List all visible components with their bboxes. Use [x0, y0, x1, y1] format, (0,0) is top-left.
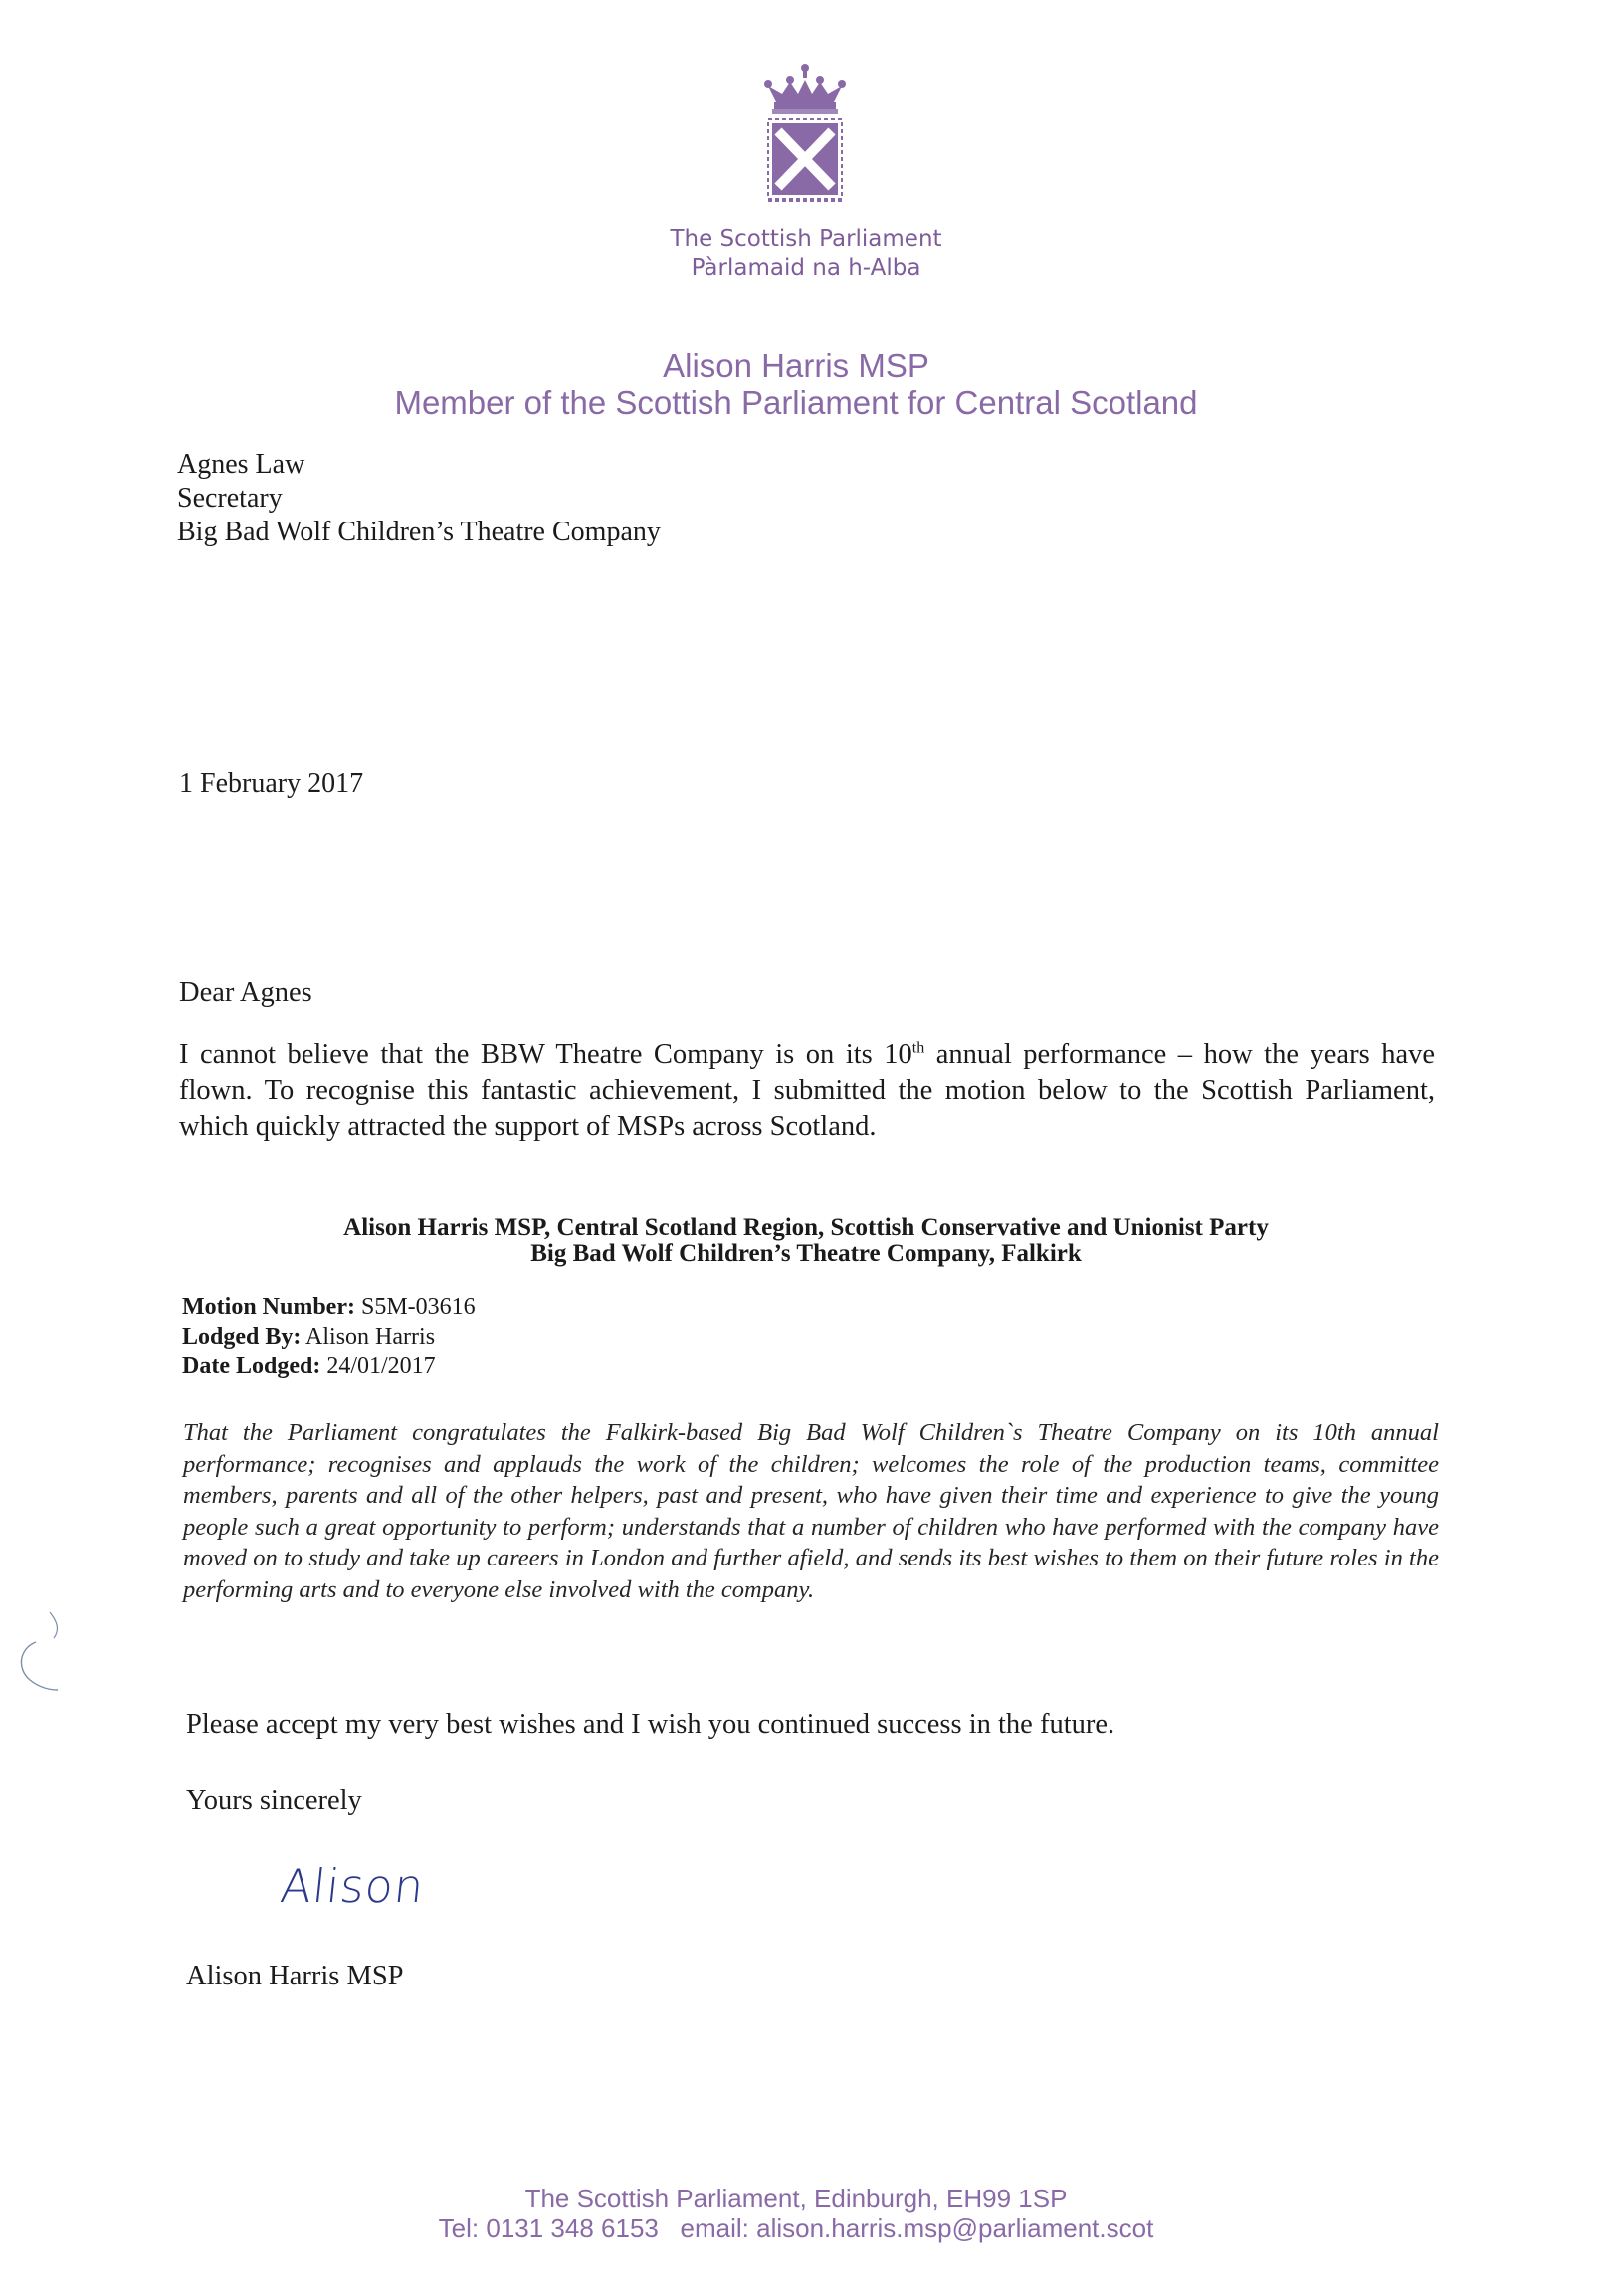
member-role: Member of the Scottish Parliament for Central Scotland: [394, 384, 1198, 421]
motion-heading-subject: Big Bad Wolf Children’s Theatre Company, Falkirk: [530, 1240, 1082, 1267]
footer-address: The Scottish Parliament, Edinburgh, EH99 1SP: [524, 2184, 1068, 2213]
intro-paragraph: [179, 1037, 1435, 1145]
ordinal-suffix: th: [911, 1039, 925, 1057]
date-lodged-label: Date Lodged:: [182, 1354, 321, 1379]
recipient-name: Agnes Law: [177, 449, 305, 480]
parliament-name-english: The Scottish Parliament: [670, 226, 942, 252]
recipient-title: Secretary: [177, 483, 283, 514]
closing-wish: Please accept my very best wishes and I wish you continued success in the future.: [186, 1709, 1115, 1740]
sign-off: Yours sincerely: [186, 1785, 362, 1816]
motion-number-label: Motion Number:: [182, 1294, 355, 1320]
footer-contact: Tel: 0131 348 6153 email: alison.harris.msp@parliament.scot: [438, 2213, 1154, 2243]
handwritten-signature: Alison: [278, 1859, 428, 1913]
recipient-organisation: Big Bad Wolf Children’s Theatre Company: [177, 517, 661, 547]
letter-date: 1 February 2017: [179, 768, 364, 799]
intro-text-end: annual performance – how the years have flown. To recognise this fantastic achievement, I submitted the motion below to the Scottish Parliament, which quickly attracted the support of MSPs across Scotland.: [179, 1039, 1435, 1142]
parliament-name-gaelic: Pàrlamaid na h-Alba: [691, 255, 921, 281]
scottish-parliament-crest-icon: [754, 62, 856, 213]
recipient-address: [177, 448, 661, 549]
motion-details: [182, 1292, 476, 1381]
lodged-by-label: Lodged By:: [182, 1324, 302, 1350]
motion-text: That the Parliament congratulates the Falkirk-based Big Bad Wolf Children`s Theatre Company on its 10th annual performance; recognises and applauds the work of the children; welcomes the role of the production teams, committee members, parents and all of the other helpers, past and present, who have given their time and experience to give the young people such a great opportunity to perform; understands that a number of children who have performed with the company have moved on to study and take up careers in London and further afield, and sends its best wishes to them on their future roles in the performing arts and to everyone else involved with the company.: [183, 1419, 1439, 1603]
lodged-by-value: Alison Harris: [305, 1324, 436, 1350]
intro-text-start: I cannot believe that the BBW Theatre Company is on its 10: [179, 1039, 912, 1070]
date-lodged-value: 24/01/2017: [326, 1354, 436, 1379]
motion-number-value: S5M-03616: [360, 1294, 476, 1320]
salutation: Dear Agnes: [179, 977, 312, 1008]
motion-heading-member: Alison Harris MSP, Central Scotland Region, Scottish Conservative and Unionist Party: [343, 1214, 1269, 1241]
member-name: Alison Harris MSP: [663, 347, 929, 384]
signatory-name: Alison Harris MSP: [186, 1961, 404, 1991]
margin-pencil-mark: [6, 1608, 66, 1698]
